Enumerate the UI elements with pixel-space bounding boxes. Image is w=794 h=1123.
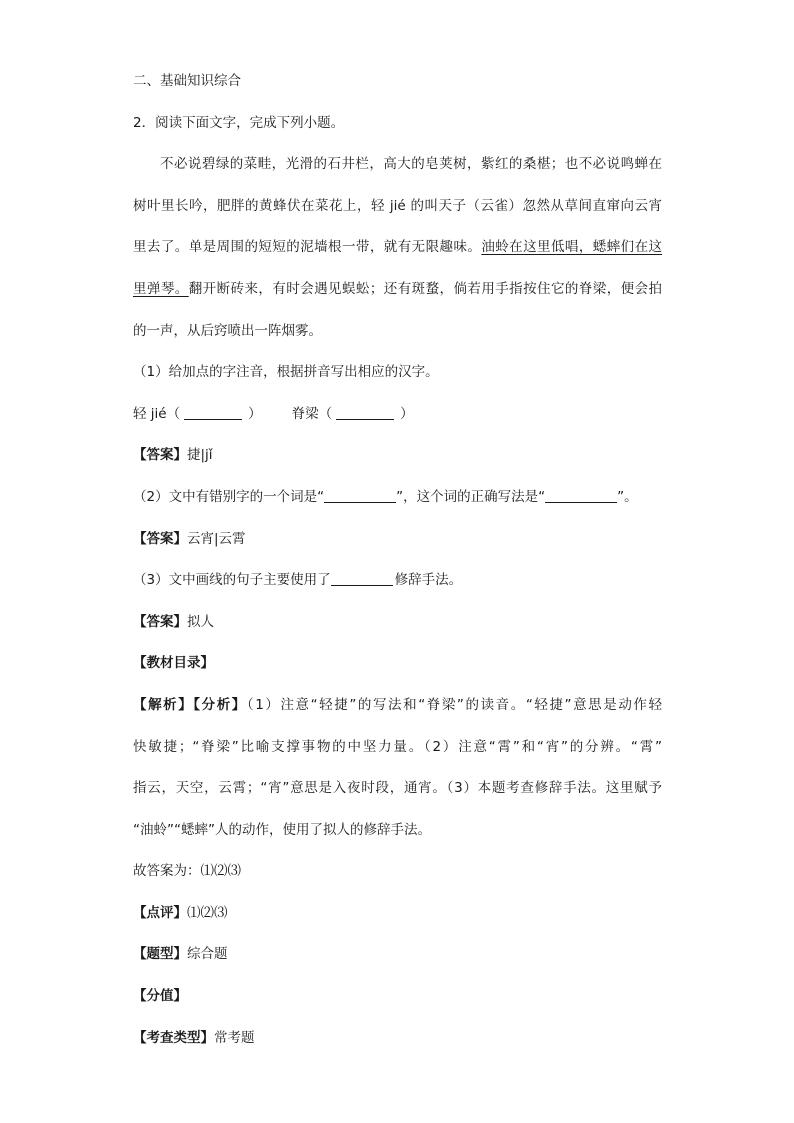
analysis-line-4: “油蛉”“蟋蟀”人的动作，使用了拟人的修辞手法。 [133, 821, 431, 838]
fill-in-prefix: 脊梁（ [291, 405, 333, 422]
fill-in-prefix: 轻 jié（ [133, 405, 181, 422]
exam-category-line [133, 1018, 662, 1060]
meta-label: 【考查类型】 [133, 1029, 214, 1046]
fill-in-suffix: ） [248, 405, 262, 422]
answer-text: 拟人 [187, 613, 214, 630]
sub-question-1-prompt: （1）给加点的字注音，根据拼音写出相应的汉字。 [133, 364, 439, 381]
sub-question-3-prompt [133, 560, 662, 602]
passage-line-1: 不必说碧绿的菜畦，光滑的石井栏，高大的皂荚树，紫红的桑椹；也不必说鸣蝉在 [160, 156, 662, 173]
prompt-text: （3）文中画线的句子主要使用了 [133, 572, 331, 589]
section-title: 二、基础知识综合 [133, 73, 241, 89]
underlined-sentence: 里弹琴。 [133, 280, 189, 297]
question-type-line [133, 934, 662, 976]
analysis-line-3: 指云，天空，云霄；“宵”意思是入夜时段，通宵。（3）本题考查修辞手法。这里赋予 [133, 780, 662, 797]
textbook-catalog-label: 【教材目录】 [133, 655, 214, 672]
passage-text: 翻开断砖来，有时会遇见蜈蚣；还有斑蝥，倘若用手指按住它的脊梁，便会拍 [188, 280, 663, 297]
meta-label: 【题型】 [133, 946, 187, 963]
answer-text: 捷|jǐ [187, 447, 213, 464]
answer-blank [184, 406, 242, 420]
analysis-labels: 【解析】【分析】 [133, 696, 247, 713]
prompt-text: ”。 [617, 488, 638, 505]
meta-value: ⑴⑵⑶ [187, 904, 228, 921]
meta-label: 【分值】 [133, 988, 187, 1005]
answer-line-3 [133, 602, 662, 644]
answer-line-1 [133, 435, 662, 477]
passage-text: 里去了。单是周围的短短的泥墙根一带，就有无限趣味。 [133, 239, 482, 256]
meta-label: 【点评】 [133, 904, 187, 921]
analysis-text: （1）注意“轻捷”的写法和“脊梁”的读音。“轻捷”意思是动作轻 [246, 696, 662, 713]
answer-label: 【答案】 [133, 447, 187, 464]
answer-blank [336, 406, 394, 420]
sub-question-2-prompt [133, 477, 662, 519]
sub-question-1-fill-in [133, 394, 662, 436]
passage-line-4 [133, 269, 662, 311]
underlined-sentence: 油蛉在这里低唱，蟋蟀们在这 [481, 239, 663, 256]
meta-value: 综合题 [187, 946, 228, 963]
answer-label: 【答案】 [133, 530, 187, 547]
answer-text: 云宵|云霄 [187, 530, 246, 547]
prompt-text: ”，这个词的正确写法是“ [396, 488, 546, 505]
passage-line-3 [133, 227, 662, 269]
question-stem: 2．阅读下面文字，完成下列小题。 [133, 114, 345, 131]
meta-value: 常考题 [214, 1029, 255, 1046]
passage-line-2: 树叶里长吟，肥胖的黄蜂伏在菜花上，轻 jié 的叫天子（云雀）忽然从草间直窜向云宵 [133, 197, 662, 214]
analysis-line-2: 快敏捷；“脊梁”比喻支撑事物的中坚力量。（2）注意“霄”和“宵”的分辨。“霄” [133, 738, 662, 755]
answer-label: 【答案】 [133, 613, 187, 630]
answer-line-2 [133, 519, 662, 561]
document-page [133, 61, 662, 1059]
score-line [133, 976, 662, 1018]
fill-in-suffix: ） [400, 405, 414, 422]
prompt-text: （2）文中有错别字的一个词是“ [133, 488, 325, 505]
passage-line-5: 的一声，从后窍喷出一阵烟雾。 [133, 322, 322, 339]
final-answer: 故答案为：⑴⑵⑶ [133, 863, 241, 880]
answer-blank [331, 572, 393, 586]
answer-blank [545, 489, 617, 503]
analysis-line-1 [133, 685, 662, 727]
answer-blank [324, 489, 396, 503]
prompt-text: 修辞手法。 [394, 572, 463, 589]
comment-line [133, 893, 662, 935]
